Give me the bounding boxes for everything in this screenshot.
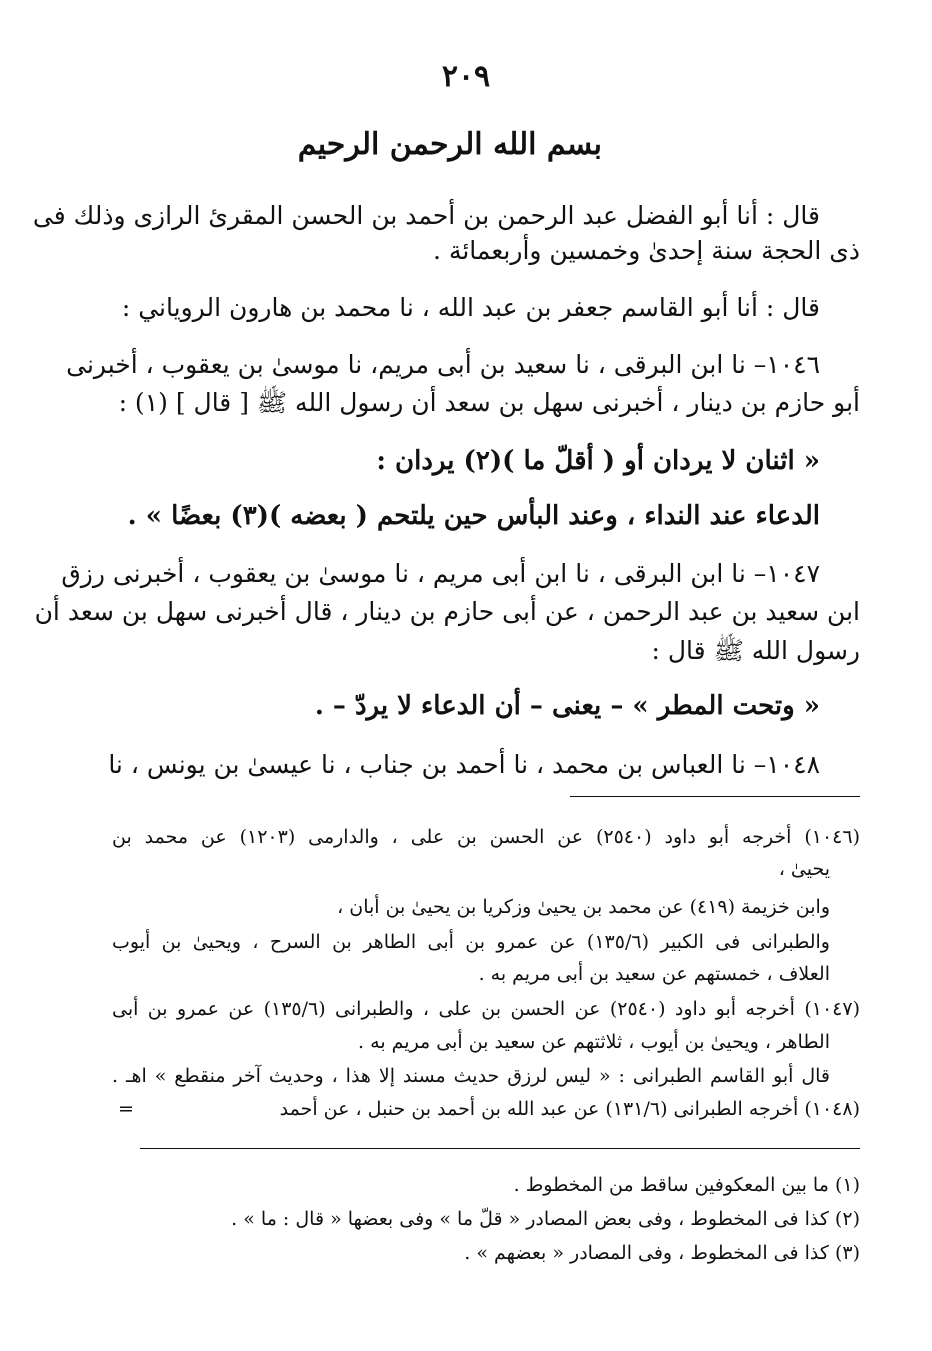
takhrij-line: (١٠٤٨) أخرجه الطبرانى (١٣١/٦) عن عبد الله بن أحمد بن حنبل ، عن أحمد [279, 1098, 860, 1120]
hadith-1047-text: « وتحت المطر » – يعنى – أن الدعاء لا يردّ – . [314, 691, 820, 721]
basmala: بسم الله الرحمن الرحيم [297, 127, 602, 162]
body-line: ابن سعيد بن عبد الرحمن ، عن أبى حازم بن دينار ، قال أخبرنى سهل بن سعد أن [34, 597, 860, 626]
takhrij-line: قال أبو القاسم الطبرانى : « ليس لرزق حديث مسند إلا هذا ، وحديث آخر منقطع » اهـ . [112, 1065, 830, 1087]
manuscript-note: (٣) كذا فى المخطوط ، وفى المصادر « بعضهم » . [464, 1242, 860, 1264]
takhrij-line: العلاف ، خمستهم عن سعيد بن أبى مريم به . [478, 963, 830, 985]
manuscript-note: (١) ما بين المعكوفين ساقط من المخطوط . [513, 1174, 860, 1196]
footnote-separator [570, 796, 860, 797]
takhrij-line: الطاهر ، ويحيىٰ بن أيوب ، ثلاثتهم عن سعيد بن أبى مريم به . [358, 1031, 830, 1053]
manuscript-note: (٢) كذا فى المخطوط ، وفى بعض المصادر « قلّ ما » وفى بعضها « قال : ما » . [231, 1208, 860, 1230]
hadith-1046-text: « اثنان لا يردان أو ( أقلّ ما )(٢) يردان : [376, 446, 820, 476]
takhrij-line: وابن خزيمة (٤١٩) عن محمد بن يحيىٰ وزكريا بن يحيىٰ بن أبان ، [337, 896, 830, 918]
takhrij-line: والطبرانى فى الكبير (١٣٥/٦) عن عمرو بن أبى الطاهر بن السرح ، ويحيىٰ بن أيوب [112, 931, 830, 953]
hadith-1046-text: الدعاء عند النداء ، وعند البأس حين يلتحم ( بعضه )(٣) بعضًا » . [127, 501, 820, 531]
takhrij-line: يحيىٰ ، [778, 858, 830, 880]
body-line: أبو حازم بن دينار ، أخبرنى سهل بن سعد أن رسول الله ﷺ [ قال ] (١) : [118, 388, 860, 417]
continuation-mark: = [118, 1098, 134, 1120]
body-line: قال : أنا أبو الفضل عبد الرحمن بن أحمد بن الحسن المقرئ الرازى وذلك فى [32, 201, 820, 230]
takhrij-line: (١٠٤٦) أخرجه أبو داود (٢٥٤٠) عن الحسن بن على ، والدارمى (١٢٠٣) عن محمد بن [112, 826, 860, 848]
notes-separator [140, 1148, 860, 1149]
hadith-1048-isnad: ١٠٤٨– نا العباس بن محمد ، نا أحمد بن جناب ، نا عيسىٰ بن يونس ، نا [108, 750, 820, 779]
hadith-1047-isnad: ١٠٤٧– نا ابن البرقى ، نا ابن أبى مريم ، نا موسىٰ بن يعقوب ، أخبرنى رزق [61, 559, 820, 588]
body-line: قال : أنا أبو القاسم جعفر بن عبد الله ، نا محمد بن هارون الروياني : [121, 293, 820, 322]
body-line: رسول الله ﷺ قال : [651, 636, 860, 665]
takhrij-line: (١٠٤٧) أخرجه أبو داود (٢٥٤٠) عن الحسن بن على ، والطبرانى (١٣٥/٦) عن عمرو بن أبى [112, 998, 860, 1020]
hadith-1046-isnad: ١٠٤٦– نا ابن البرقى ، نا سعيد بن أبى مريم، نا موسىٰ بن يعقوب ، أخبرنى [66, 350, 820, 379]
body-line: ذى الحجة سنة إحدىٰ وخمسين وأربعمائة . [433, 236, 860, 265]
page-number: ٢٠٩ [441, 59, 491, 94]
